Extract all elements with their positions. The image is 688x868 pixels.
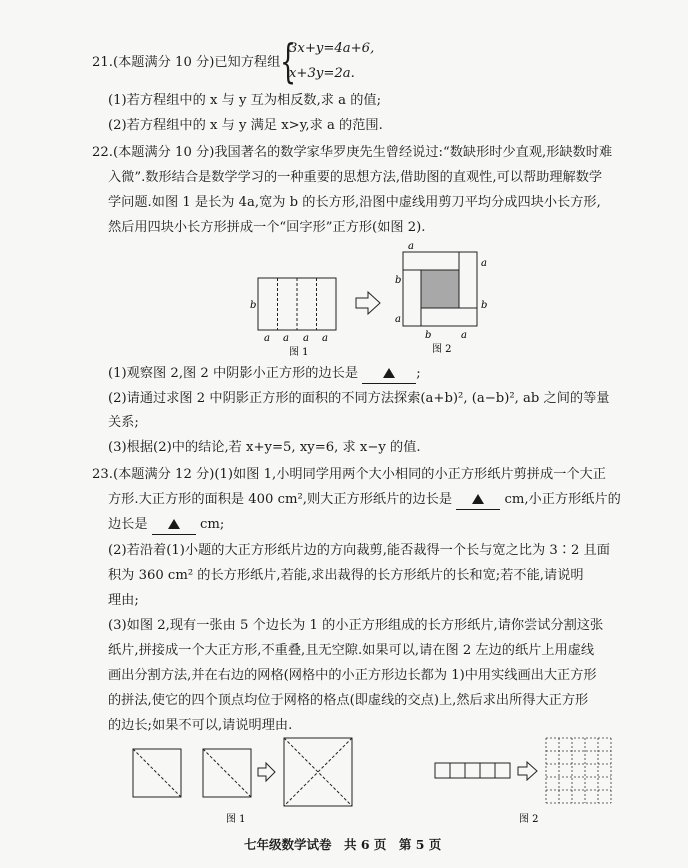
q22-part2-line1: (2)请通过求图 2 中阴影正方形的面积的不同方法探索(a+b)², (a−b)², ab 之间的等量 [108, 391, 610, 406]
q21-part2: (2)若方程组中的 x 与 y 满足 x>y,求 a 的范围. [108, 118, 383, 133]
answer-blank[interactable] [456, 491, 500, 510]
fig2-label-b: b [425, 330, 432, 341]
answer-blank[interactable] [362, 365, 416, 384]
q22-fig1 [250, 278, 336, 358]
equation-2: x+3y=2a. [289, 66, 355, 81]
q23-part3-line3: 画出分割方法,并在右边的网格(网格中的小正方形边长都为 1)中用实线画出大正方形 [108, 668, 597, 683]
q22-part3: (3)根据(2)中的结论,若 x+y=5, xy=6, 求 x−y 的值. [108, 440, 421, 455]
fig2-label-a: a [395, 314, 401, 325]
q22-part1-text: (1)观察图 2,图 2 中阴影小正方形的边长是 [108, 366, 359, 381]
fig2-label-a: a [481, 258, 487, 269]
arrow-icon [356, 292, 380, 314]
q22-fig2 [395, 241, 487, 355]
fig1-label-a: a [283, 333, 289, 344]
q23-fig1-caption: 图 1 [226, 814, 246, 825]
q23-line-3: 边长是 cm; [108, 516, 224, 535]
q21-part1: (1)若方程组中的 x 与 y 互为相反数,求 a 的值; [108, 93, 382, 108]
q22-line-3: 学问题.如图 1 是长为 4a,宽为 b 的长方形,沿图中虚线用剪刀平均分成四块小长方形, [108, 195, 601, 210]
page-footer: 七年级数学试卷 共 6 页 第 5 页 [244, 837, 442, 852]
q23-fig2 [435, 738, 611, 825]
answer-blank[interactable] [152, 516, 196, 535]
q22-part2-line2: 关系; [108, 415, 139, 430]
fig1-label-a: a [303, 333, 309, 344]
left-brace: { [280, 34, 297, 88]
q23-fig2-caption: 图 2 [519, 814, 539, 825]
dotted-grid [546, 738, 611, 803]
arrow-icon [518, 762, 537, 780]
fig2-label-b: b [481, 300, 488, 311]
shaded-square [421, 270, 459, 308]
q23-part3-line5: 的边长;如果不可以,请说明理由. [108, 718, 293, 733]
fig1-label-a: a [322, 333, 328, 344]
q22-line-2: 入微”.数形结合是数学学习的一种重要的思想方法,借助图的直观性,可以帮助理解数学 [108, 170, 603, 185]
fig1-label-b: b [250, 300, 257, 311]
fig2-label-b: b [395, 275, 402, 286]
fig2-caption: 图 2 [432, 344, 452, 355]
q23-part2-line3: 理由; [108, 593, 139, 608]
q23-part3-line1: (3)如图 2,现有一张由 5 个边长为 1 的小正方形组成的长方形纸片,请你尝试分割这张 [108, 618, 604, 633]
q21-heading: 21.(本题满分 10 分)已知方程组 [92, 55, 281, 70]
q23-line-2: 方形.大正方形的面积是 400 cm²,则大正方形纸片的边长是 cm,小正方形纸片的 [108, 491, 621, 510]
q23-fig1 [133, 738, 352, 825]
fig1-label-a: a [264, 333, 270, 344]
fig2-label-a: a [461, 330, 467, 341]
q23-part2-line1: (2)若沿着(1)小题的大正方形纸片边的方向裁剪,能否裁得一个长与宽之比为 3∶2 且面 [108, 543, 610, 558]
triangle-icon [383, 368, 395, 378]
q23-part3-line2: 纸片,拼接成一个大正方形,不重叠,且无空隙.如果可以,请在图 2 左边的纸片上用虚线 [108, 643, 595, 658]
q22-line-4: 然后用四块小长方形拼成一个“回字形”正方形(如图 2). [108, 220, 426, 235]
q22-part1: (1)观察图 2,图 2 中阴影小正方形的边长是 ; [108, 365, 421, 384]
q22-line-1: 22.(本题满分 10 分)我国著名的数学家华罗庚先生曾经说过:“数缺形时少直观,形缺数时难 [92, 145, 613, 160]
fig2-label-a: a [408, 241, 414, 252]
q23-line-1: 23.(本题满分 12 分)(1)如图 1,小明同学用两个大小相同的小正方形纸片剪拼成一个大正 [92, 467, 606, 482]
arrow-icon [258, 763, 275, 781]
triangle-icon [168, 519, 180, 529]
triangle-icon [472, 494, 484, 504]
q23-part2-line2: 积为 360 cm² 的长方形纸片,若能,求出裁得的长方形纸片的长和宽;若不能,请说明 [108, 568, 584, 583]
equation-1: 3x+y=4a+6, [289, 41, 375, 56]
q23-part3-line4: 的拼法,使它的四个顶点均位于网格的格点(即虚线的交点)上,然后求出所得大正方形 [108, 693, 589, 708]
fig1-caption: 图 1 [289, 347, 309, 358]
